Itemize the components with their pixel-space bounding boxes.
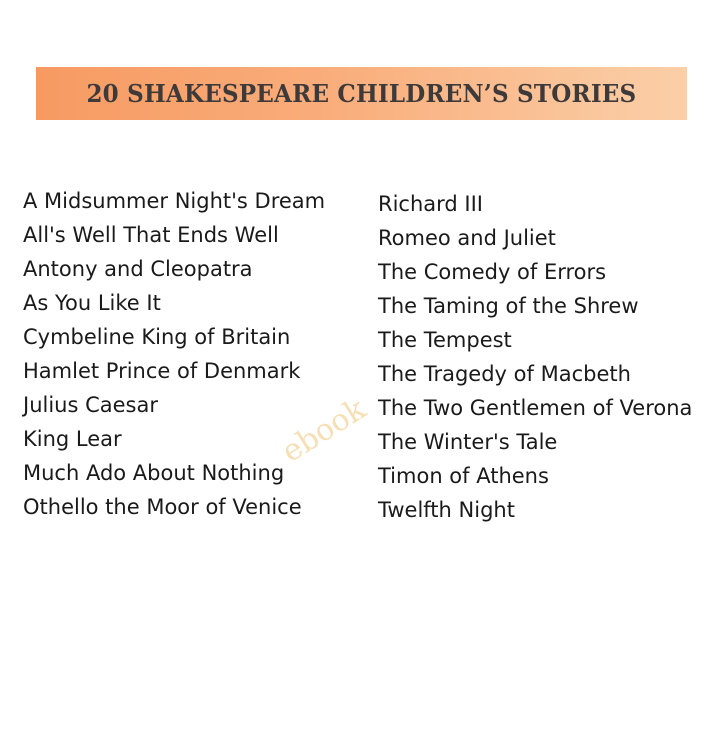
watermark: ebook <box>276 391 372 470</box>
list-item: The Winter's Tale <box>378 430 558 454</box>
list-item: Julius Caesar <box>23 393 158 417</box>
list-item: Twelfth Night <box>378 498 515 522</box>
story-list-right <box>378 187 692 527</box>
list-item: Timon of Athens <box>378 464 549 488</box>
list-item: The Tragedy of Macbeth <box>378 362 631 386</box>
list-item: Romeo and Juliet <box>378 226 556 250</box>
page-title: 20 SHAKESPEARE CHILDREN’S STORIES <box>86 79 637 108</box>
title-banner <box>36 67 687 120</box>
list-item: Much Ado About Nothing <box>23 461 285 485</box>
list-item: Hamlet Prince of Denmark <box>23 359 301 383</box>
list-item: Richard III <box>378 192 483 216</box>
list-item: The Comedy of Errors <box>378 260 607 284</box>
list-item: Cymbeline King of Britain <box>23 325 291 349</box>
list-item: The Taming of the Shrew <box>378 294 639 318</box>
list-item: As You Like It <box>23 291 161 315</box>
list-item: King Lear <box>23 427 122 451</box>
story-list-left <box>23 184 325 524</box>
list-item: The Two Gentlemen of Verona <box>378 396 693 420</box>
list-item: Antony and Cleopatra <box>23 257 253 281</box>
list-item: All's Well That Ends Well <box>23 223 279 247</box>
list-item: A Midsummer Night's Dream <box>23 189 326 213</box>
list-item: Othello the Moor of Venice <box>23 495 302 519</box>
list-item: The Tempest <box>378 328 512 352</box>
